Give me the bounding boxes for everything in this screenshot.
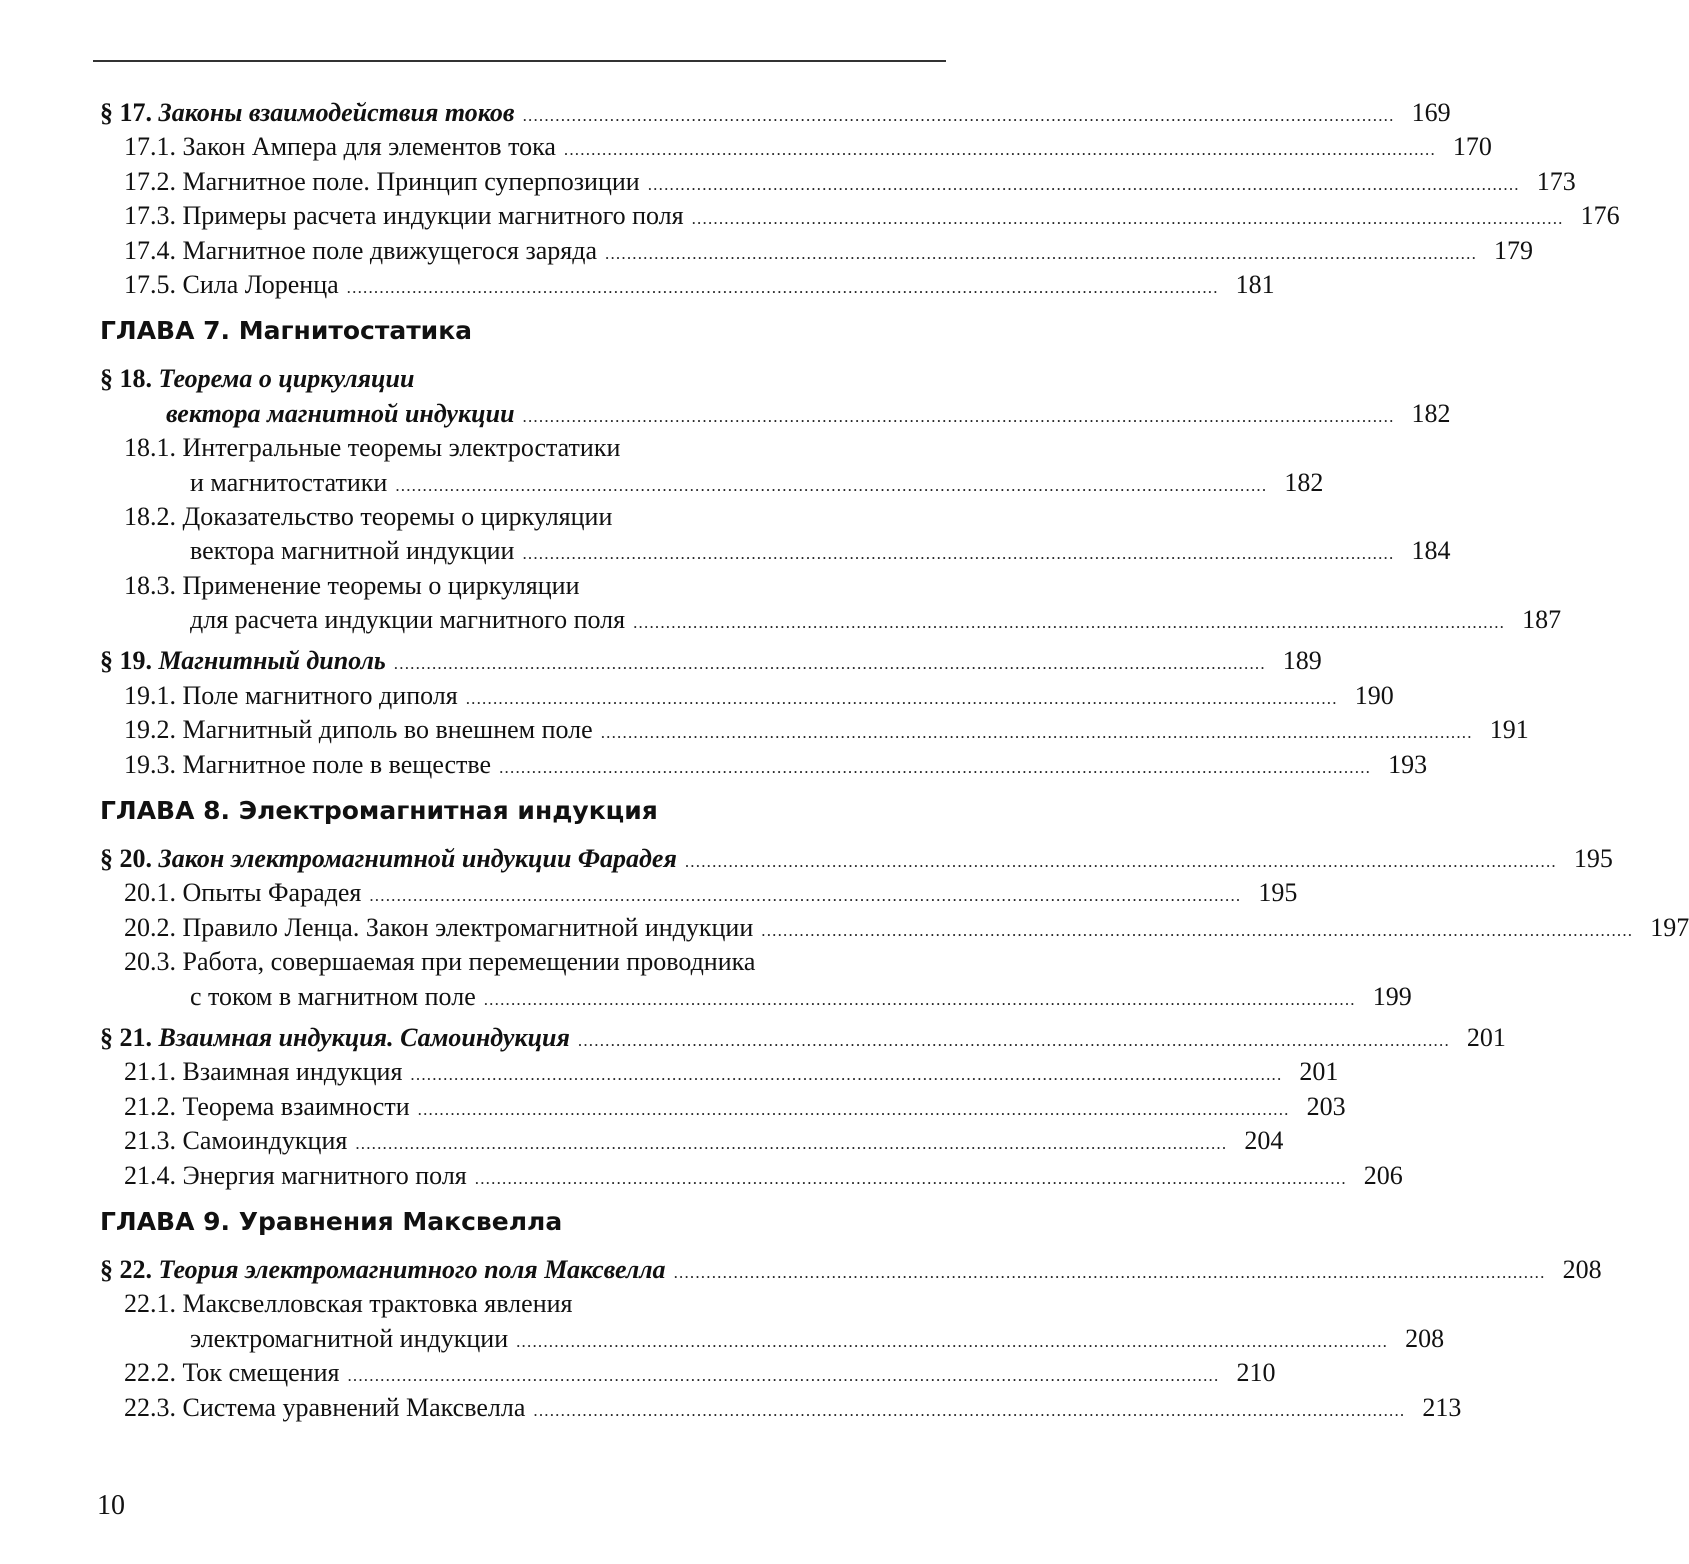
dot-leader: ................................................................................................................................................................ bbox=[347, 1366, 1220, 1386]
dot-leader: ................................................................................................................................................................ bbox=[522, 406, 1395, 426]
page-ref: 206 bbox=[1363, 1160, 1403, 1190]
subsection-entry bbox=[100, 1287, 946, 1321]
section-entry bbox=[100, 644, 1322, 678]
section-entry bbox=[100, 96, 1451, 130]
entry-title bbox=[100, 644, 394, 678]
page-ref: 169 bbox=[1411, 98, 1451, 127]
dot-leader: ................................................................................................................................................................ bbox=[577, 1030, 1450, 1050]
entry-title bbox=[100, 842, 685, 876]
page-ref: 210 bbox=[1236, 1358, 1276, 1388]
page-ref: 173 bbox=[1536, 166, 1576, 196]
subsection-entry bbox=[100, 876, 1298, 910]
page-ref: 181 bbox=[1235, 269, 1275, 299]
page-ref: 191 bbox=[1489, 715, 1529, 745]
subsection-entry-continued bbox=[100, 466, 1324, 500]
page-ref: 195 bbox=[1573, 844, 1613, 874]
entry-title: 17.3. Примеры расчета индукции магнитного поля bbox=[124, 201, 684, 231]
entry-title bbox=[100, 1021, 578, 1055]
page-ref: 201 bbox=[1299, 1057, 1339, 1087]
subsection-entry bbox=[100, 911, 1689, 945]
dot-leader: ................................................................................................................................................................ bbox=[393, 654, 1266, 674]
page-ref: 213 bbox=[1422, 1392, 1462, 1422]
subsection-entry-continued bbox=[100, 1322, 1445, 1356]
dot-leader: ................................................................................................................................................................ bbox=[600, 723, 1473, 743]
entry-title: 22.1. Максвелловская трактовка явления bbox=[124, 1289, 573, 1319]
page-ref: 189 bbox=[1282, 646, 1322, 676]
entry-title: 21.2. Теорема взаимности bbox=[124, 1091, 410, 1121]
page-ref: 199 bbox=[1372, 981, 1412, 1011]
section-title: Магнитный диполь bbox=[158, 646, 386, 676]
entry-title: 17.4. Магнитное поле движущегося заряда bbox=[124, 235, 598, 265]
entry-title: вектора магнитной индукции bbox=[190, 536, 515, 566]
entry-title: электромагнитной индукции bbox=[190, 1323, 509, 1353]
entry-title: 22.2. Ток смещения bbox=[124, 1358, 340, 1388]
section-number: § 21. bbox=[100, 1022, 152, 1052]
section-number: § 17. bbox=[100, 98, 152, 127]
top-rule bbox=[93, 60, 946, 62]
page-number: 10 bbox=[97, 1490, 125, 1521]
entry-title: вектора магнитной индукции bbox=[166, 398, 515, 428]
dot-leader: ................................................................................................................................................................ bbox=[516, 1331, 1389, 1351]
dot-leader: ................................................................................................................................................................ bbox=[369, 886, 1242, 906]
dot-leader: ................................................................................................................................................................ bbox=[647, 174, 1520, 194]
entry-title: 22.3. Система уравнений Максвелла bbox=[124, 1392, 526, 1422]
dot-leader: ................................................................................................................................................................ bbox=[633, 613, 1506, 633]
subsection-entry bbox=[100, 431, 946, 465]
subsection-entry-continued bbox=[100, 980, 1412, 1014]
entry-title: 17.2. Магнитное поле. Принцип суперпозиции bbox=[124, 166, 640, 196]
section-entry bbox=[100, 842, 1613, 876]
dot-leader: ................................................................................................................................................................ bbox=[465, 688, 1338, 708]
dot-leader: ................................................................................................................................................................ bbox=[684, 852, 1557, 872]
subsection-entry bbox=[100, 1090, 1346, 1124]
entry-title: 18.2. Доказательство теоремы о циркуляции bbox=[124, 501, 613, 531]
section-title: Законы взаимодействия токов bbox=[158, 98, 515, 127]
section-title: Теория электромагнитного поля Максвелла bbox=[158, 1254, 666, 1284]
entry-title: 18.1. Интегральные теоремы электростатики bbox=[124, 433, 621, 463]
subsection-entry bbox=[100, 945, 946, 979]
entry-title: 20.1. Опыты Фарадея bbox=[124, 878, 362, 908]
page-ref: 208 bbox=[1405, 1323, 1445, 1353]
section-entry-continued bbox=[100, 397, 1451, 431]
subsection-entry bbox=[100, 268, 1275, 302]
subsection-entry-continued bbox=[100, 534, 1451, 568]
dot-leader: ................................................................................................................................................................ bbox=[761, 920, 1634, 940]
section-number: § 22. bbox=[100, 1254, 152, 1284]
subsection-entry bbox=[100, 713, 1529, 747]
dot-leader: ................................................................................................................................................................ bbox=[522, 544, 1395, 564]
page-ref: 184 bbox=[1411, 536, 1451, 566]
entry-title: 19.1. Поле магнитного диполя bbox=[124, 680, 458, 710]
subsection-entry bbox=[100, 199, 1620, 233]
page-ref: 204 bbox=[1244, 1126, 1284, 1156]
entry-title: 18.3. Применение теоремы о циркуляции bbox=[124, 570, 580, 600]
section-title: Закон электромагнитной индукции Фарадея bbox=[158, 844, 677, 874]
subsection-entry bbox=[100, 679, 1394, 713]
entry-title: 21.4. Энергия магнитного поля bbox=[124, 1160, 467, 1190]
dot-leader: ................................................................................................................................................................ bbox=[522, 106, 1395, 125]
dot-leader: ................................................................................................................................................................ bbox=[499, 757, 1372, 777]
entry-title: и магнитостатики bbox=[190, 467, 388, 497]
entry-title: для расчета индукции магнитного поля bbox=[190, 605, 626, 635]
subsection-entry bbox=[100, 1124, 1284, 1158]
page-ref: 182 bbox=[1411, 398, 1451, 428]
dot-leader: ................................................................................................................................................................ bbox=[417, 1099, 1290, 1119]
dot-leader: ................................................................................................................................................................ bbox=[474, 1168, 1347, 1188]
dot-leader: ................................................................................................................................................................ bbox=[605, 243, 1478, 263]
page-ref: 195 bbox=[1258, 878, 1298, 908]
dot-leader: ................................................................................................................................................................ bbox=[410, 1065, 1283, 1085]
entry-title: 20.3. Работа, совершаемая при перемещении проводника bbox=[124, 947, 756, 977]
section-number: § 20. bbox=[100, 844, 152, 874]
subsection-entry bbox=[100, 748, 1428, 782]
section-entry bbox=[100, 362, 946, 396]
page-ref: 201 bbox=[1466, 1022, 1506, 1052]
dot-leader: ................................................................................................................................................................ bbox=[395, 475, 1268, 495]
subsection-entry bbox=[100, 130, 1492, 164]
subsection-entry bbox=[100, 1055, 1339, 1089]
entry-title bbox=[100, 96, 523, 130]
chapter-heading: ГЛАВА 8. Электромагнитная индукция bbox=[100, 796, 658, 826]
page-ref: 187 bbox=[1522, 605, 1562, 635]
page-ref: 170 bbox=[1452, 132, 1492, 162]
subsection-entry bbox=[100, 165, 1576, 199]
section-number: § 18. bbox=[100, 364, 152, 394]
table-of-contents bbox=[100, 96, 1689, 1425]
page-ref: 176 bbox=[1580, 201, 1620, 231]
dot-leader: ................................................................................................................................................................ bbox=[355, 1134, 1228, 1154]
dot-leader: ................................................................................................................................................................ bbox=[691, 209, 1564, 229]
page-ref: 179 bbox=[1494, 235, 1534, 265]
page-ref: 190 bbox=[1354, 680, 1394, 710]
entry-title: 21.1. Взаимная индукция bbox=[124, 1057, 403, 1087]
subsection-entry bbox=[100, 1356, 1276, 1390]
entry-title: 17.5. Сила Лоренца bbox=[124, 269, 339, 299]
subsection-entry bbox=[100, 1159, 1403, 1193]
page-ref: 197 bbox=[1650, 912, 1689, 942]
subsection-entry bbox=[100, 500, 946, 534]
dot-leader: ................................................................................................................................................................ bbox=[563, 140, 1436, 160]
section-title: Теорема о циркуляции bbox=[158, 364, 415, 394]
subsection-entry bbox=[100, 569, 946, 603]
subsection-entry bbox=[100, 1391, 1462, 1425]
page-ref: 203 bbox=[1306, 1091, 1346, 1121]
page-ref: 182 bbox=[1284, 467, 1324, 497]
section-entry bbox=[100, 1021, 1506, 1055]
chapter-heading: ГЛАВА 9. Уравнения Максвелла bbox=[100, 1206, 563, 1236]
entry-title: 17.1. Закон Ампера для элементов тока bbox=[124, 132, 556, 162]
subsection-entry bbox=[100, 234, 1534, 268]
entry-title: 19.3. Магнитное поле в веществе bbox=[124, 749, 492, 779]
entry-title: 20.2. Правило Ленца. Закон электромагнитной индукции bbox=[124, 912, 754, 942]
dot-leader: ................................................................................................................................................................ bbox=[533, 1400, 1406, 1420]
entry-title: с током в магнитном поле bbox=[190, 981, 476, 1011]
section-title: Взаимная индукция. Самоиндукция bbox=[158, 1022, 570, 1052]
dot-leader: ................................................................................................................................................................ bbox=[346, 277, 1219, 297]
entry-title bbox=[100, 362, 422, 396]
section-number: § 19. bbox=[100, 646, 152, 676]
entry-title: 19.2. Магнитный диполь во внешнем поле bbox=[124, 715, 593, 745]
entry-title bbox=[100, 1253, 674, 1287]
entry-title: 21.3. Самоиндукция bbox=[124, 1126, 348, 1156]
section-entry bbox=[100, 1253, 1602, 1287]
subsection-entry-continued bbox=[100, 603, 1562, 637]
chapter-heading: ГЛАВА 7. Магнитостатика bbox=[100, 316, 473, 346]
dot-leader: ................................................................................................................................................................ bbox=[483, 989, 1356, 1009]
dot-leader: ................................................................................................................................................................ bbox=[673, 1262, 1546, 1282]
page-ref: 208 bbox=[1562, 1254, 1602, 1284]
page-ref: 193 bbox=[1388, 749, 1428, 779]
